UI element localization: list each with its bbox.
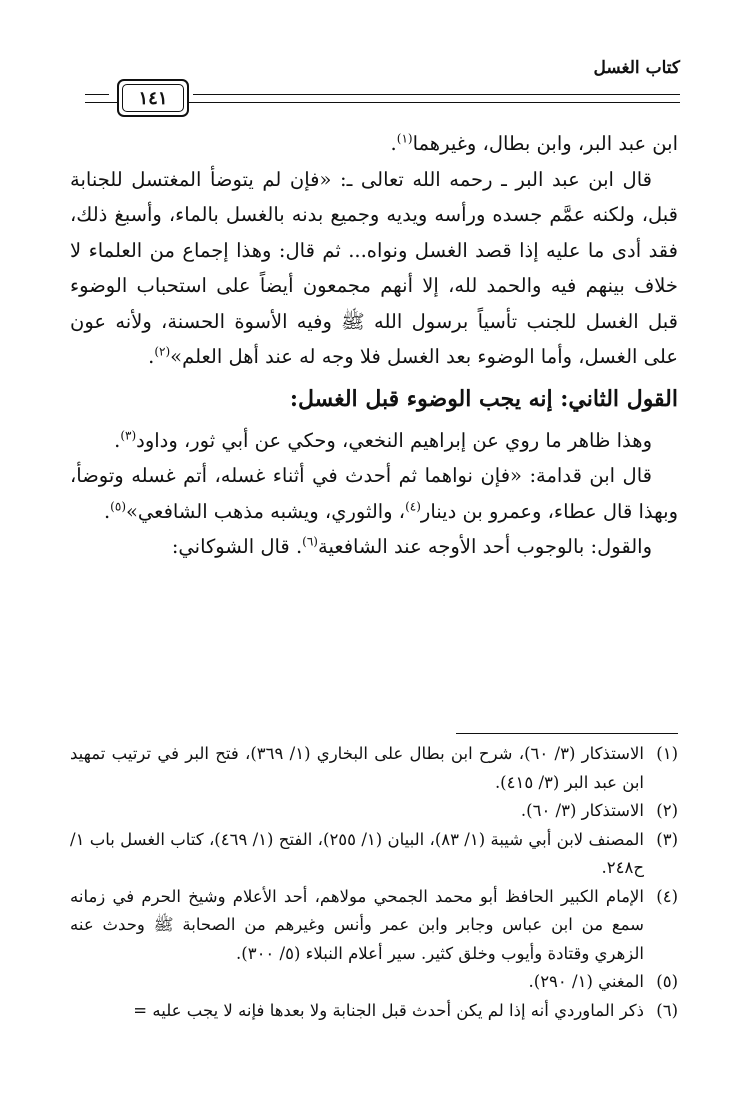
paragraph-3: وهذا ظاهر ما روي عن إبراهيم النخعي، وحكي عن أبي ثور، وداود$^{(٣)}$. bbox=[114, 428, 652, 452]
footnote-number: (٦) bbox=[656, 1000, 678, 1020]
footnote-ref: (٢) bbox=[154, 344, 171, 359]
footnote bbox=[70, 826, 678, 883]
footnote-number: (٢) bbox=[656, 801, 678, 820]
paragraph-2: قال ابن عبد البر ـ رحمه الله تعالى ـ: «فإن لم يتوضأ المغتسل للجنابة قبل، ولكنه عمَّم جسده ورأسه ويديه وجميع بدنه بالغسل بالماء، وأسبغ ذلك، فقد أدى ما عليه إذا قصد الغسل ونواه... ثم قال: وهذا إجماع من العلماء لا خلاف بينهم فيه والحمد لله، إلا أنهم مجمعون أيضاً على استحباب الوضوء قبل الغسل للجنب تأسياً برسول الله ﷺ وفيه الأسوة الحسنة، ولأنه عون على الغسل، وأما الوضوء بعد الغسل فلا وجه له عند أهل العلم»$^{(٢)}$. bbox=[70, 167, 678, 368]
footnote-text: الاستذكار (٣/ ٦٠). bbox=[520, 801, 644, 820]
footnote-number: (٤) bbox=[656, 886, 678, 906]
footnote-separator bbox=[456, 733, 678, 734]
footnote-text: الإمام الكبير الحافظ أبو محمد الجمحي مولاهم، أحد الأعلام وشيخ الحرم في زمانه سمع من ابن عباس وجابر وابن عمر وأنس وغيرهم من الصحابة ﷺ وحدث عنه الزهري وقتادة وأيوب وخلق كثير. سير أعلام النبلاء (٥/ ٣٠٠). bbox=[70, 886, 644, 963]
footnote bbox=[70, 968, 678, 997]
paragraph-5: والقول: بالوجوب أحد الأوجه عند الشافعية$^{(٦)}$. قال الشوكاني: bbox=[171, 534, 652, 558]
header-rule-gap-left bbox=[109, 91, 117, 102]
footnote-number: (١) bbox=[656, 744, 678, 763]
footnote-ref: (٦) bbox=[302, 534, 318, 549]
running-title: كتاب الغسل bbox=[593, 58, 680, 78]
footnote-number: (٥) bbox=[656, 972, 678, 991]
footnote bbox=[70, 740, 678, 797]
main-text bbox=[70, 126, 678, 565]
footnote-ref: (٣) bbox=[120, 428, 137, 442]
footnote-ref: (٥) bbox=[110, 499, 126, 513]
page-header bbox=[85, 58, 680, 120]
page-number: ١٤١ bbox=[122, 84, 184, 112]
section-heading: القول الثاني: إنه يجب الوضوء قبل الغسل: bbox=[289, 385, 678, 412]
footnotes bbox=[70, 740, 678, 1025]
footnote-ref: (٤) bbox=[405, 499, 421, 513]
footnote bbox=[70, 797, 678, 826]
footnote-text: الاستذكار (٣/ ٦٠)، شرح ابن بطال على البخاري (١/ ٣٦٩)، فتح البر في ترتيب تمهيد ابن عبد البر (٣/ ٤١٥). bbox=[70, 744, 644, 792]
footnote bbox=[70, 997, 678, 1026]
page-number-frame bbox=[117, 79, 189, 117]
footnote-number: (٣) bbox=[656, 829, 678, 849]
footnote bbox=[70, 883, 678, 969]
paragraph-4: قال ابن قدامة: «فإن نواهما ثم أحدث في أثناء غسله، أتم غسله وتوضأ، وبهذا قال عطاء، وعمرو بن دينار$^{(٤)}$، والثوري، ويشبه مذهب الشافعي»$^{(٥)}$. bbox=[70, 464, 678, 523]
footnote-text: المغني (١/ ٢٩٠). bbox=[528, 972, 644, 991]
footnote-ref: (١) bbox=[396, 131, 413, 146]
paragraph-1: ابن عبد البر، وابن بطال، وغيرهما$^{(١)}$. bbox=[390, 131, 678, 155]
footnote-text: ذكر الماوردي أنه إذا لم يكن أحدث قبل الجنابة ولا بعدها فإنه لا يجب عليه = bbox=[133, 1000, 644, 1020]
footnote-text: المصنف لابن أبي شيبة (١/ ٨٣)، البيان (١/ ٢٥٥)، الفتح (١/ ٤٦٩)، كتاب الغسل باب ١/ ح٢٤٨. bbox=[70, 829, 645, 877]
